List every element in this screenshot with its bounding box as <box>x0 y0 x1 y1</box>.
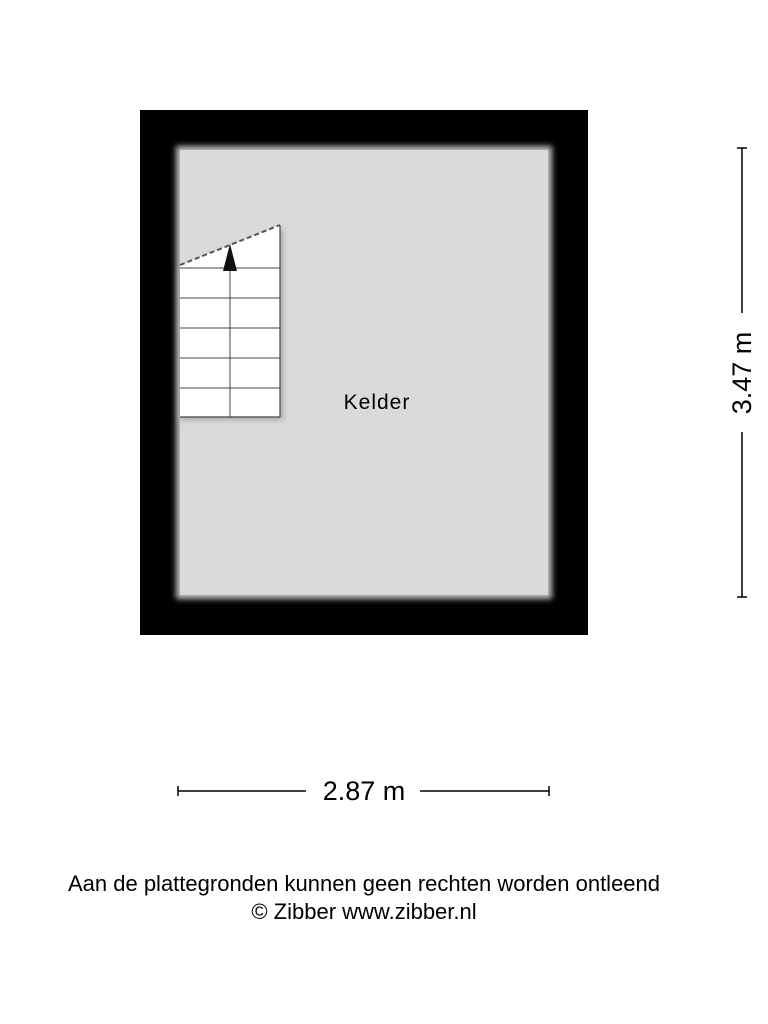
height-dimension <box>727 148 757 597</box>
copyright-text: © Zibber www.zibber.nl <box>251 899 477 924</box>
width-dimension <box>178 776 549 806</box>
width-dimension-label: 2.87 m <box>322 776 406 806</box>
room-label: Kelder <box>343 391 411 414</box>
disclaimer-text: Aan de plattegronden kunnen geen rechten worden ontleend <box>67 871 661 896</box>
height-dimension-label: 3.47 m <box>727 331 757 415</box>
